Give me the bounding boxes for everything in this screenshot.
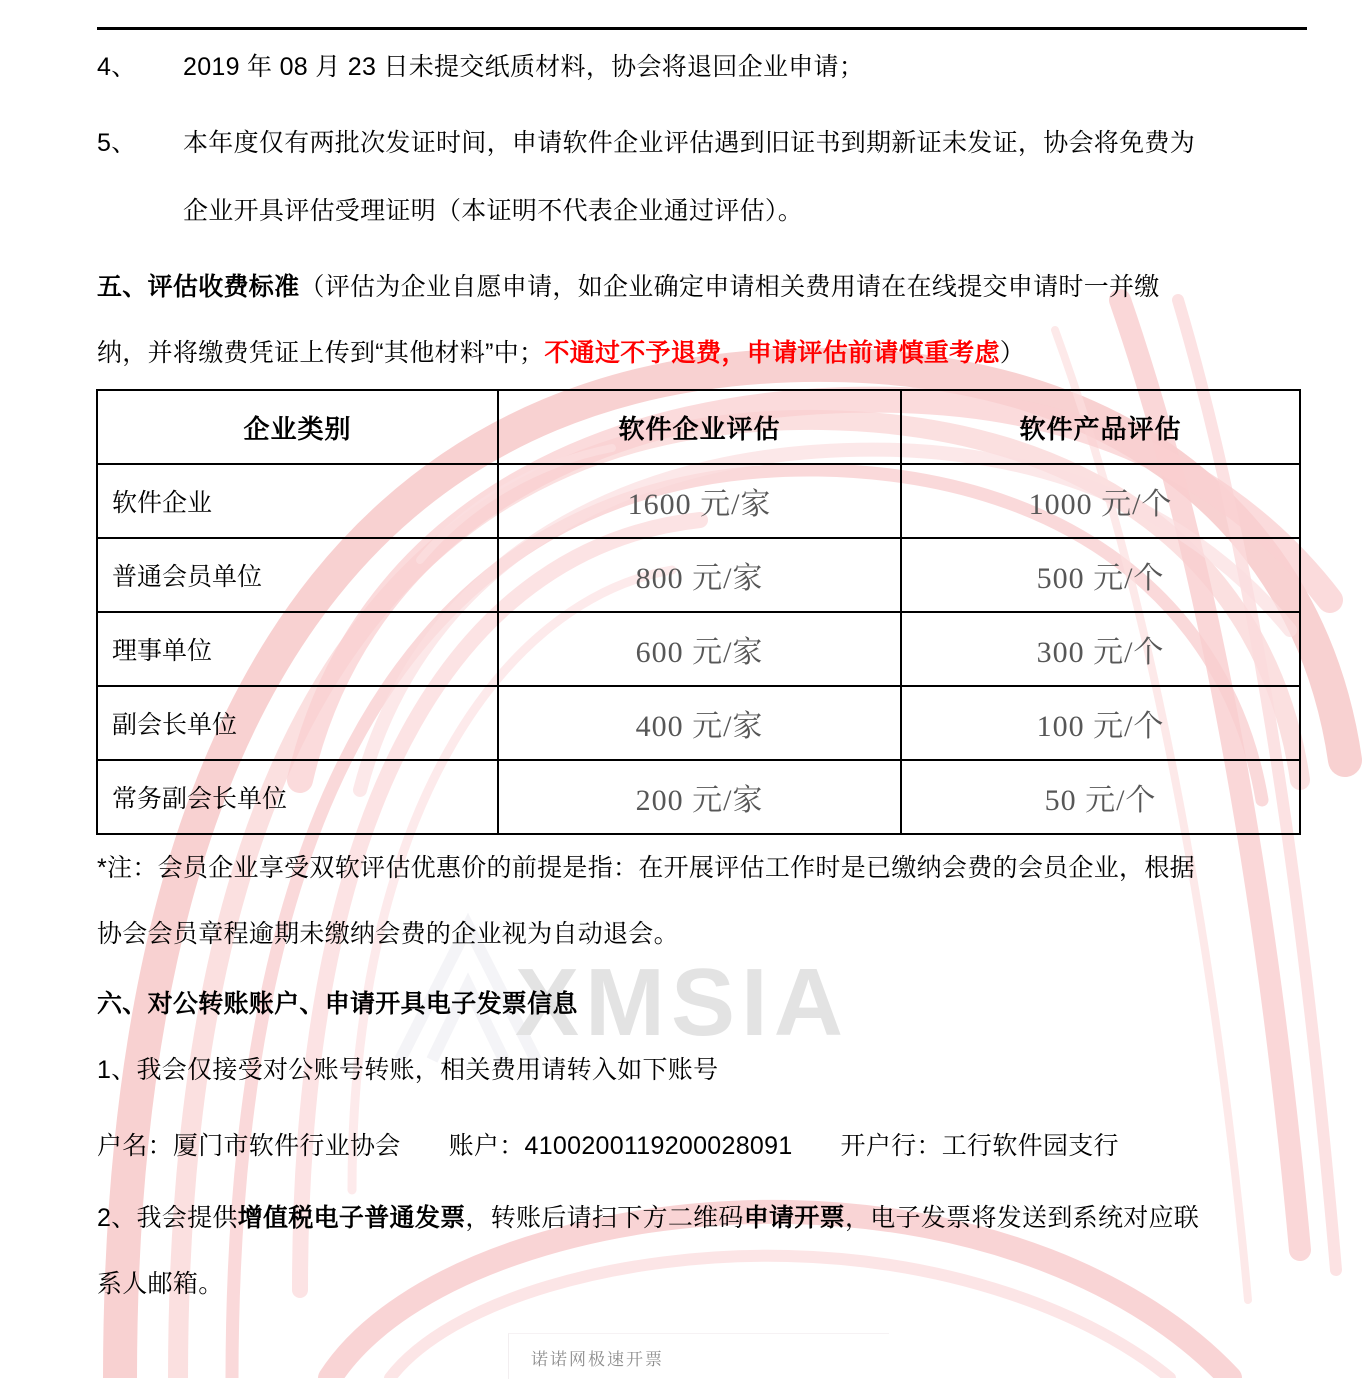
list-item-5-line1 bbox=[97, 110, 1195, 176]
table-cell-category: 理事单位 bbox=[97, 612, 498, 686]
section-six-item1 bbox=[97, 1037, 718, 1103]
table-row bbox=[97, 464, 1300, 538]
table-cell-enterprise-fee: 600 元/家 bbox=[498, 612, 901, 686]
table-note-text-line1: *注：会员企业享受双软评估优惠价的前提是指：在开展评估工作时是已缴纳会费的会员企业，根据 bbox=[97, 854, 1195, 882]
item2-prefix: 2、我会提供 bbox=[97, 1204, 238, 1232]
table-cell-category: 普通会员单位 bbox=[97, 538, 498, 612]
page-header-rule bbox=[97, 27, 1307, 30]
table-cell-category: 副会长单位 bbox=[97, 686, 498, 760]
table-cell-category: 软件企业 bbox=[97, 464, 498, 538]
section-six-heading: 六、对公转账账户、申请开具电子发票信息 bbox=[97, 990, 578, 1018]
list-item-4-text: 2019 年 08 月 23 日未提交纸质材料，协会将退回企业申请； bbox=[183, 53, 865, 81]
account-name-label: 户名： bbox=[97, 1132, 173, 1160]
section-six-item1-text: 1、我会仅接受对公账号转账，相关费用请转入如下账号 bbox=[97, 1056, 719, 1084]
table-note-text-line2: 协会会员章程逾期未缴纳会费的企业视为自动退会。 bbox=[97, 920, 679, 948]
section-five-line2-suffix: ） bbox=[999, 339, 1026, 367]
account-number-label: 账户： bbox=[448, 1132, 525, 1160]
table-cell-product-fee: 300 元/个 bbox=[901, 612, 1300, 686]
section-five-heading: 五、评估收费标准 bbox=[97, 273, 300, 301]
account-name-value: 厦门市软件行业协会 bbox=[172, 1132, 401, 1160]
list-item-4-index: 4、 bbox=[97, 53, 137, 81]
section-six-item2-line2 bbox=[97, 1251, 224, 1317]
table-row bbox=[97, 686, 1300, 760]
table-cell-product-fee: 100 元/个 bbox=[901, 686, 1300, 760]
section-five-line2-prefix: 纳，并将缴费凭证上传到“其他材料”中； bbox=[97, 339, 545, 367]
table-header-enterprise-assessment: 软件企业评估 bbox=[498, 390, 901, 464]
list-item-4 bbox=[97, 34, 864, 100]
list-item-5-text-line2: 企业开具评估受理证明（本证明不代表企业通过评估）。 bbox=[183, 197, 804, 225]
table-cell-enterprise-fee: 800 元/家 bbox=[498, 538, 901, 612]
list-item-5-index: 5、 bbox=[97, 129, 137, 157]
table-cell-product-fee: 500 元/个 bbox=[901, 538, 1300, 612]
fee-standard-table bbox=[96, 389, 1301, 835]
item2-line2-text: 系人邮箱。 bbox=[97, 1270, 224, 1298]
table-cell-category: 常务副会长单位 bbox=[97, 760, 498, 834]
item2-suffix: ，电子发票将发送到系统对应联 bbox=[844, 1204, 1200, 1232]
bank-branch-label: 开户行： bbox=[840, 1132, 942, 1160]
section-six-item2-line1 bbox=[97, 1185, 1199, 1251]
section-six-heading-row bbox=[97, 971, 578, 1037]
item2-bold-invoice-type: 增值税电子普通发票 bbox=[237, 1204, 466, 1232]
section-five-line1-rest: （评估为企业自愿申请，如企业确定申请相关费用请在在线提交申请时一并缴 bbox=[299, 273, 1160, 301]
section-five-line1 bbox=[97, 254, 1160, 320]
table-row bbox=[97, 612, 1300, 686]
account-number-value: 4100200119200028091 bbox=[524, 1132, 793, 1160]
list-item-5-text-line1: 本年度仅有两批次发证时间，申请软件企业评估遇到旧证书到期新证未发证，协会将免费为 bbox=[183, 129, 1196, 157]
xmsia-logo-watermark: XMSIA bbox=[514, 949, 850, 1056]
section-five-line2 bbox=[97, 320, 1025, 386]
table-note-line1 bbox=[97, 835, 1195, 901]
table-cell-product-fee: 1000 元/个 bbox=[901, 464, 1300, 538]
list-item-5-line2 bbox=[183, 178, 803, 244]
table-header-category: 企业类别 bbox=[97, 390, 498, 464]
table-cell-enterprise-fee: 400 元/家 bbox=[498, 686, 901, 760]
invoice-watermark-panel bbox=[508, 1333, 889, 1379]
table-header-product-assessment: 软件产品评估 bbox=[901, 390, 1300, 464]
table-header-row bbox=[97, 390, 1300, 464]
warning-text-no-refund: 不通过不予退费， bbox=[544, 339, 747, 367]
bank-account-line bbox=[97, 1113, 1119, 1179]
table-cell-enterprise-fee: 1600 元/家 bbox=[498, 464, 901, 538]
table-cell-enterprise-fee: 200 元/家 bbox=[498, 760, 901, 834]
warning-text-consider-carefully: 申请评估前请慎重考虑 bbox=[746, 339, 1000, 367]
table-cell-product-fee: 50 元/个 bbox=[901, 760, 1300, 834]
item2-mid: ，转账后请扫下方二维码 bbox=[465, 1204, 744, 1232]
table-row bbox=[97, 538, 1300, 612]
table-row bbox=[97, 760, 1300, 834]
item2-bold-apply-invoice: 申请开票 bbox=[743, 1204, 845, 1232]
table-note-line2 bbox=[97, 901, 679, 967]
invoice-watermark-text: 诺诺网极速开票 bbox=[531, 1350, 664, 1369]
bank-branch-value: 工行软件园支行 bbox=[941, 1132, 1119, 1160]
